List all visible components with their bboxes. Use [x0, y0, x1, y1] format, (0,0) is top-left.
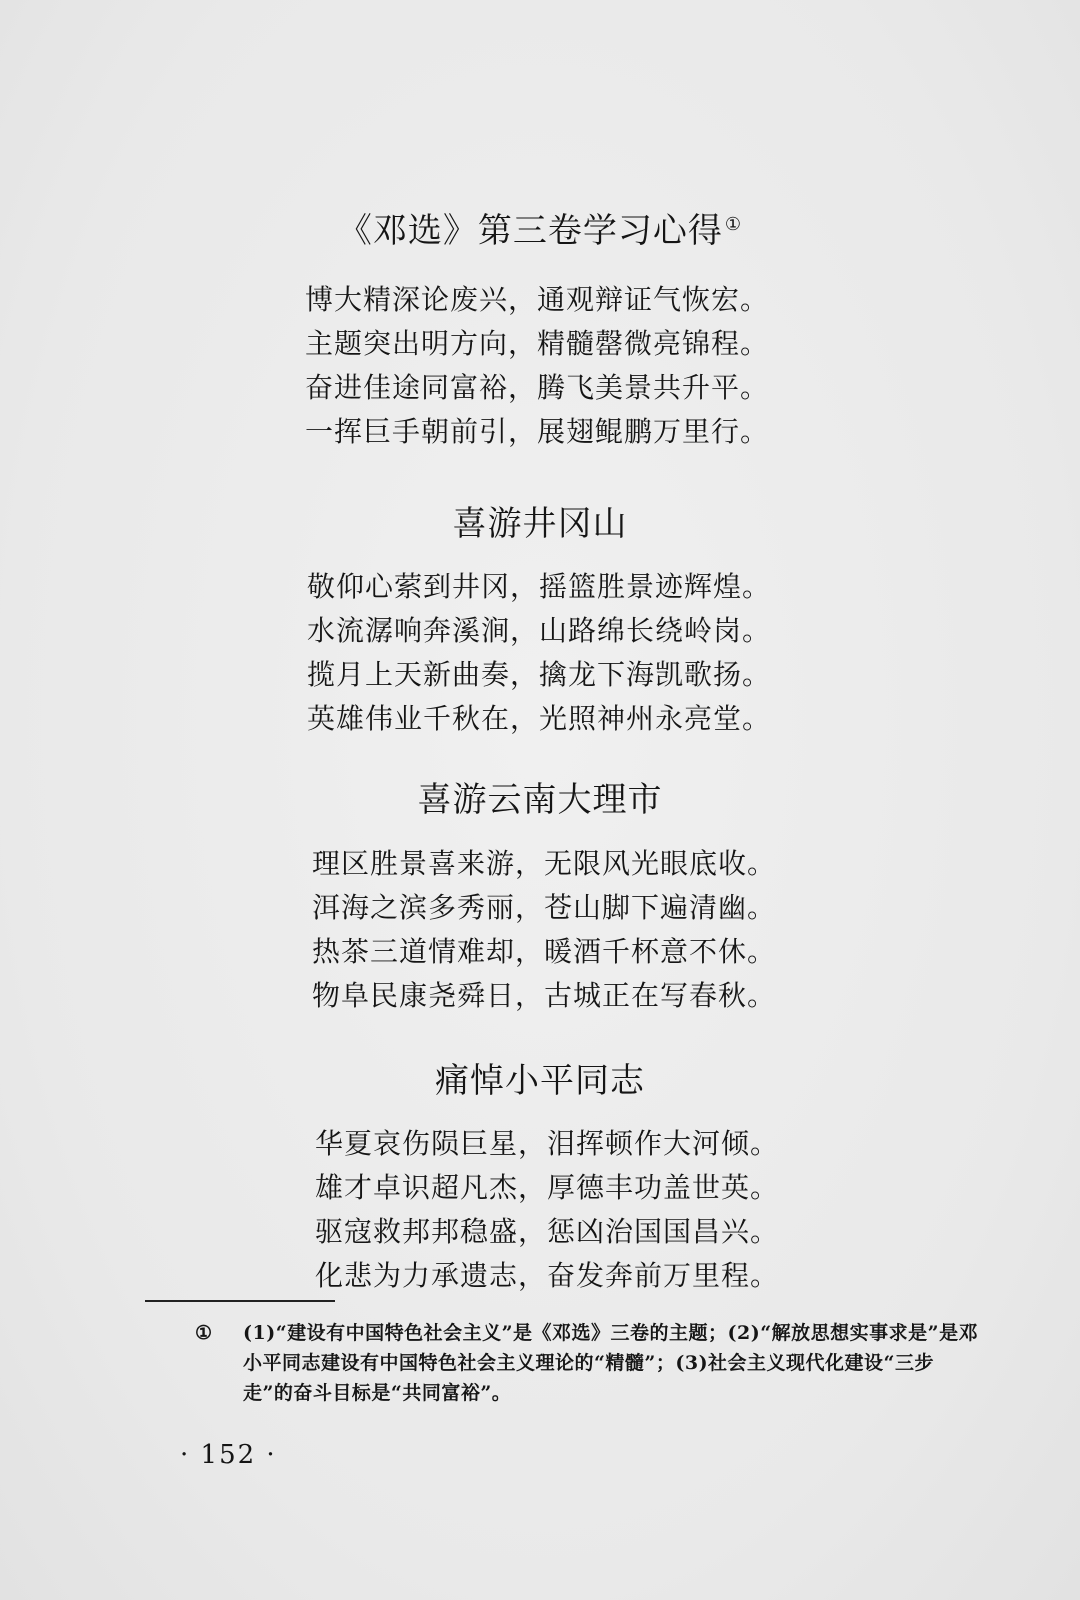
poem-line: 雄才卓识超凡杰，厚德丰功盖世英。: [315, 1171, 780, 1204]
page-number: · 152 ·: [180, 1440, 277, 1470]
poem-2: [0, 496, 1080, 545]
poem-3: [0, 772, 1080, 821]
footnote-divider: [145, 1300, 335, 1302]
poem-line: 物阜民康尧舜日，古城正在写春秋。: [312, 979, 777, 1012]
poem-line: 英雄伟业千秋在，光照神州永亮堂。: [307, 702, 772, 735]
poem-line: 一挥巨手朝前引，展翅鲲鹏万里行。: [305, 415, 770, 448]
poem-line: 敬仰心萦到井冈，摇篮胜景迹辉煌。: [307, 570, 772, 603]
poem-line: 揽月上天新曲奏，擒龙下海凯歌扬。: [307, 658, 772, 691]
poem-4: [0, 1053, 1080, 1102]
footnote-marker: ①: [195, 1322, 213, 1344]
poem-line: 化悲为力承遗志，奋发奔前万里程。: [315, 1259, 780, 1292]
footnote-text: (1)“建设有中国特色社会主义”是《邓选》三卷的主题；(2)“解放思想实事求是”是邓小平同志建设有中国特色社会主义理论的“精髓”；(3)社会主义现代化建设“三步走”的奋斗目标是“共同富裕”。: [243, 1322, 979, 1404]
poem-line: 水流潺响奔溪涧，山路绵长绕岭岗。: [307, 614, 772, 647]
poem-line: 热茶三道情难却，暖酒千杯意不休。: [312, 935, 777, 968]
poem-line: 驱寇救邦邦稳盛，惩凶治国国昌兴。: [315, 1215, 780, 1248]
poem-line: 洱海之滨多秀丽，苍山脚下遍清幽。: [312, 891, 777, 924]
poem-title: 喜游云南大理市: [417, 780, 663, 820]
poem-title-text: 《邓选》第三卷学习心得: [337, 211, 723, 251]
footnote-reference: ①: [724, 213, 743, 235]
poem-line: 理区胜景喜来游，无限风光眼底收。: [312, 847, 777, 880]
poem-title: 痛悼小平同志: [435, 1061, 645, 1101]
poem-title: 喜游井冈山: [452, 504, 628, 544]
poem-line: 奋进佳途同富裕，腾飞美景共升平。: [305, 371, 770, 404]
poem-line: 博大精深论废兴，通观辩证气恢宏。: [305, 283, 770, 316]
poem-title: [0, 203, 1080, 252]
poem-line: 主题突出明方向，精髓罄微亮锦程。: [305, 327, 770, 360]
poem-1: [0, 203, 1080, 252]
poem-line: 华夏哀伤陨巨星，泪挥顿作大河倾。: [315, 1127, 780, 1160]
